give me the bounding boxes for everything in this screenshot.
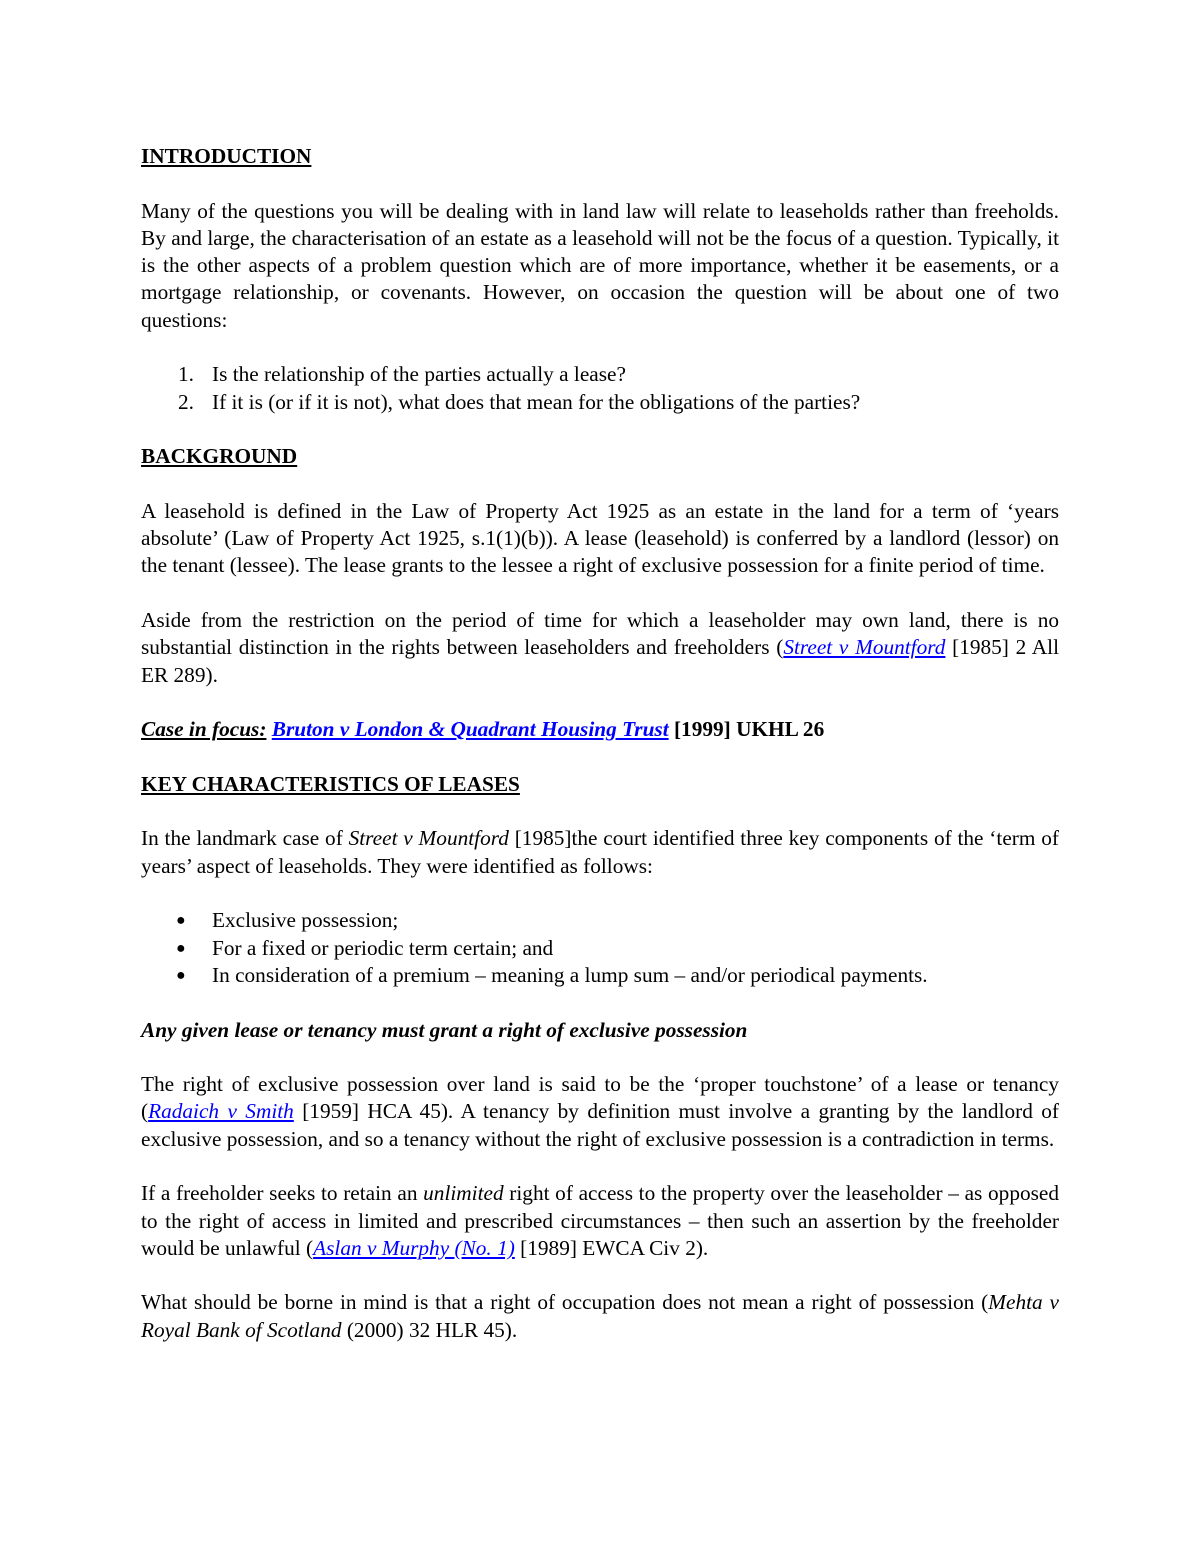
text-run: right of access to the property over the leaseholder – as opposed to the right of access in limited and prescribed circumstances – then such an assertion by the freeholder would be unlawful ( — [141, 1181, 1060, 1260]
emphasis: unlimited — [423, 1181, 504, 1206]
bullet-icon: ● — [176, 966, 186, 984]
bullet-item — [141, 907, 1059, 934]
case-in-focus-label: Case in focus: — [141, 717, 267, 742]
radaich-v-smith-link[interactable]: Radaich v Smith — [148, 1099, 294, 1124]
case-citation: [1999] UKHL 26 — [668, 717, 825, 742]
bullet-item — [141, 962, 1059, 989]
numbered-list — [141, 361, 1059, 416]
key-paragraph-4 — [141, 1289, 1059, 1344]
background-paragraph-2 — [141, 607, 1059, 689]
list-item — [141, 361, 1059, 388]
text-run: [1989] EWCA Civ 2). — [514, 1235, 709, 1260]
key-characteristics-heading: KEY CHARACTERISTICS OF LEASES — [141, 771, 520, 796]
list-item-text: Is the relationship of the parties actually a lease? — [212, 362, 626, 387]
exclusive-possession-subheading: Any given lease or tenancy must grant a right of exclusive possession — [141, 1017, 748, 1042]
introduction-paragraph: Many of the questions you will be dealing with in land law will relate to leaseholds rather than freeholds. By and large, the characterisation of an estate as a leasehold will not be the focus of a question. Typically, it is the other aspects of a problem question which are of more importance, whether it be easements, or a mortgage relationship, or covenants. However, on occasion the question will be about one of two questions: — [141, 198, 1059, 332]
bullet-text: Exclusive possession; — [212, 908, 399, 933]
case-name: Mehta v Royal Bank of Scotland — [141, 1290, 1060, 1342]
list-item-text: If it is (or if it is not), what does that mean for the obligations of the parties? — [212, 389, 861, 414]
list-item — [141, 389, 1059, 416]
text-run: [1985] 2 All ER 289). — [141, 635, 1059, 687]
street-v-mountford-link[interactable]: Street v Mountford — [783, 635, 946, 660]
bullet-text: In consideration of a premium – meaning a lump sum – and/or periodical payments. — [212, 962, 928, 987]
text-run: (2000) 32 HLR 45). — [341, 1317, 518, 1342]
key-paragraph-3 — [141, 1180, 1059, 1262]
case-in-focus — [141, 716, 1059, 743]
text-run: The right of exclusive possession over land is said to be the ‘proper touchstone’ of a lease or tenancy ( — [141, 1072, 1059, 1124]
list-number: 2. — [178, 389, 194, 414]
background-paragraph-1: A leasehold is defined in the Law of Property Act 1925 as an estate in the land for a term of ‘years absolute’ (Law of Property Act 1925, s.1(1)(b)). A lease (leasehold) is conferred by a landlord (lessor) on the tenant (lessee). The lease grants to the lessee a right of exclusive possession for a finite period of time. — [141, 498, 1059, 578]
introduction-heading: INTRODUCTION — [141, 144, 312, 168]
document-page — [141, 143, 1059, 1371]
key-paragraph-1 — [141, 825, 1059, 880]
background-heading: BACKGROUND — [141, 444, 298, 469]
list-number: 1. — [178, 362, 194, 387]
text-run: [1959] HCA 45). A tenancy by definition must involve a granting by the landlord of exclusive possession, and so a tenancy without the right of exclusive possession is a contradiction in terms. — [141, 1099, 1059, 1151]
bullet-icon: ● — [176, 939, 186, 957]
text-run: Aside from the restriction on the period of time for which a leaseholder may own land, there is no substantial distinction in the rights between leaseholders and freeholders ( — [141, 608, 1059, 660]
case-name: Street v Mountford — [348, 826, 509, 851]
text-run: If a freeholder seeks to retain an — [141, 1181, 424, 1206]
text-run: [1985]the court identified three key components of the ‘term of years’ aspect of leaseholds. They were identified as follows: — [141, 826, 1059, 878]
text-run: What should be borne in mind is that a right of occupation does not mean a right of possession ( — [141, 1290, 989, 1315]
key-paragraph-2 — [141, 1071, 1059, 1153]
bullet-item — [141, 935, 1059, 962]
text-run: In the landmark case of — [141, 826, 349, 851]
bullet-text: For a fixed or periodic term certain; and — [212, 935, 554, 960]
bruton-case-link[interactable]: Bruton v London & Quadrant Housing Trust — [271, 717, 669, 742]
bullet-list — [141, 907, 1059, 989]
bullet-icon: ● — [176, 912, 186, 930]
aslan-v-murphy-link[interactable]: Aslan v Murphy (No. 1) — [313, 1235, 515, 1260]
